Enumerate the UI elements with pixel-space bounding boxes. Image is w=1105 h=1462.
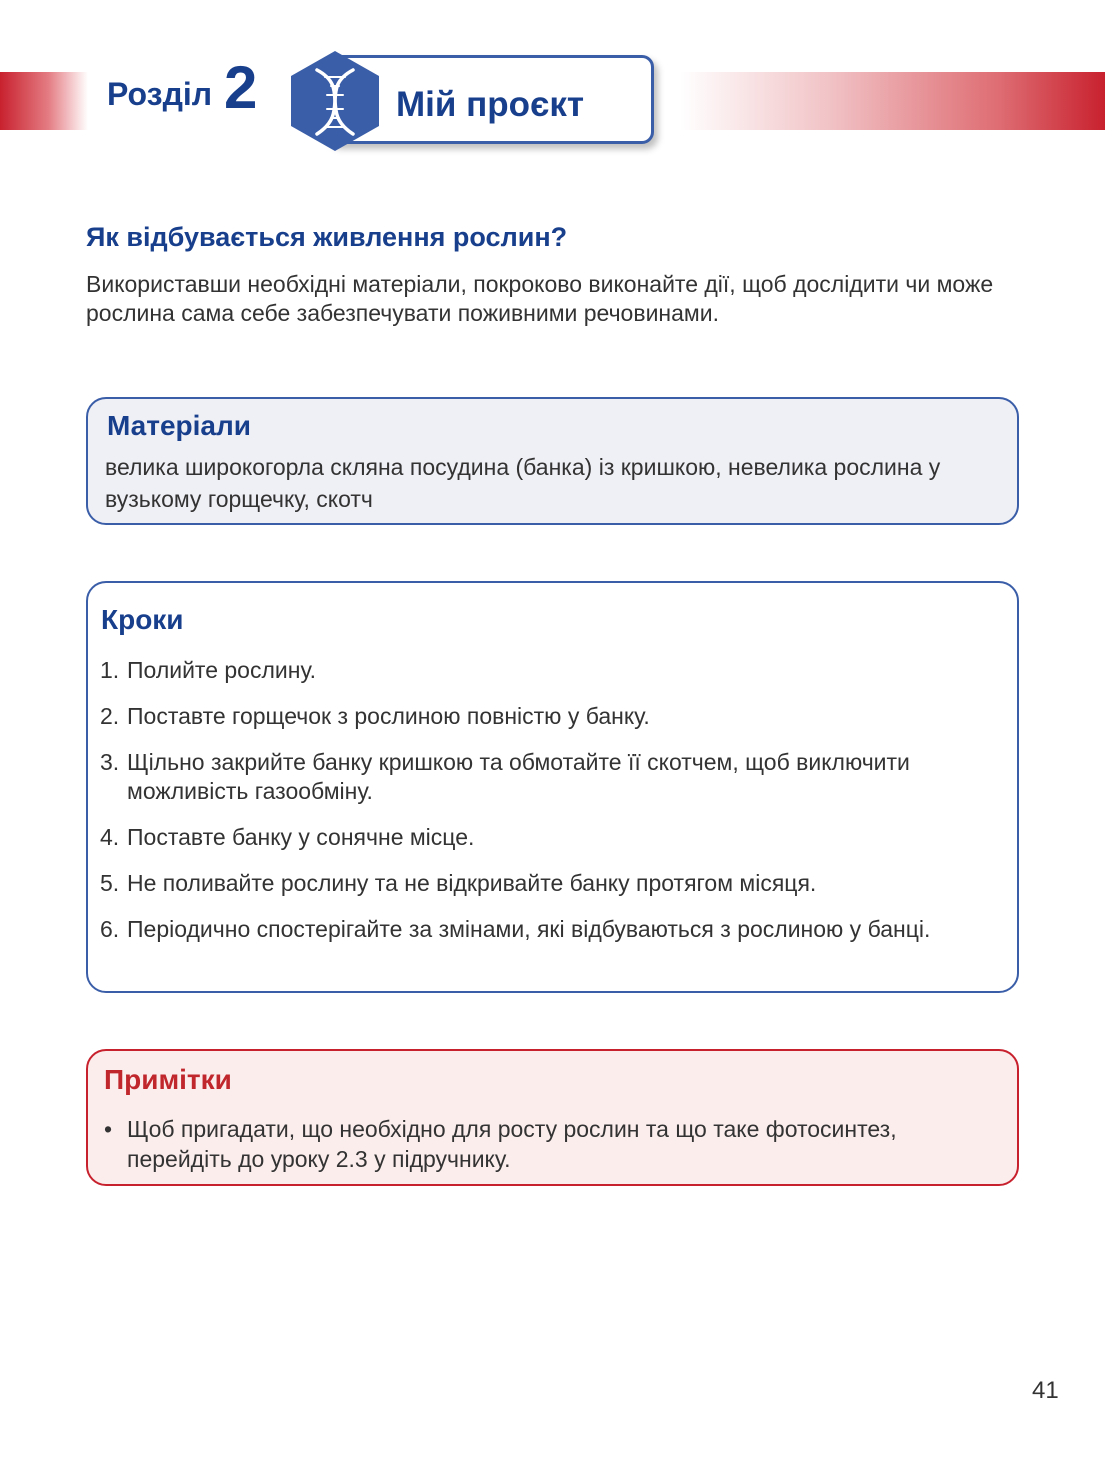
header-band-right xyxy=(680,72,1105,130)
step-text: Полийте рослину. xyxy=(127,657,317,683)
note-item xyxy=(104,1114,1004,1174)
note-text: Щоб пригадати, що необхідно для росту рослин та що таке фотосинтез, перейдіть до уроку 2.3 у підручнику. xyxy=(127,1116,897,1172)
step-item xyxy=(100,869,1010,898)
step-text: Поставте банку у сонячне місце. xyxy=(127,824,475,850)
section-label: Розділ xyxy=(107,76,213,112)
steps-list xyxy=(100,656,1010,961)
step-number: 4. xyxy=(100,824,120,850)
materials-text: велика широкогорла скляна посудина (банка) із кришкою, невелика рослина у вузькому горщечку, скотч xyxy=(105,454,941,512)
bullet-icon: • xyxy=(104,1116,113,1142)
page-heading: Як відбувається живлення рослин? xyxy=(86,222,568,252)
dna-icon xyxy=(289,50,381,152)
step-number: 6. xyxy=(100,916,120,942)
notes-title: Примітки xyxy=(104,1064,232,1095)
step-item xyxy=(100,656,1010,685)
step-text: Не поливайте рослину та не відкривайте банку протягом місяця. xyxy=(127,870,817,896)
steps-title: Кроки xyxy=(101,604,184,635)
step-item xyxy=(100,702,1010,731)
step-item xyxy=(100,915,1010,944)
step-number: 5. xyxy=(100,870,120,896)
page-number: 41 xyxy=(1032,1377,1059,1404)
step-text: Періодично спостерігайте за змінами, які відбуваються з рослиною у банці. xyxy=(127,916,931,942)
intro-text: Використавши необхідні матеріали, покроково виконайте дії, щоб дослідити чи може рослина сама себе забезпечувати поживними речовинами. xyxy=(86,271,994,326)
step-text: Поставте горщечок з рослиною повністю у банку. xyxy=(127,703,650,729)
step-item xyxy=(100,748,1010,806)
step-number: 2. xyxy=(100,703,120,729)
materials-title: Матеріали xyxy=(107,410,251,441)
step-text: Щільно закрийте банку кришкою та обмотайте її скотчем, щоб виключити можливість газообміну. xyxy=(127,749,910,804)
notes-list xyxy=(104,1114,1004,1174)
project-title: Мій проєкт xyxy=(396,85,585,124)
step-number: 3. xyxy=(100,749,120,775)
step-item xyxy=(100,823,1010,852)
header-band-left xyxy=(0,72,88,130)
section-number: 2 xyxy=(224,54,258,121)
step-number: 1. xyxy=(100,657,120,683)
